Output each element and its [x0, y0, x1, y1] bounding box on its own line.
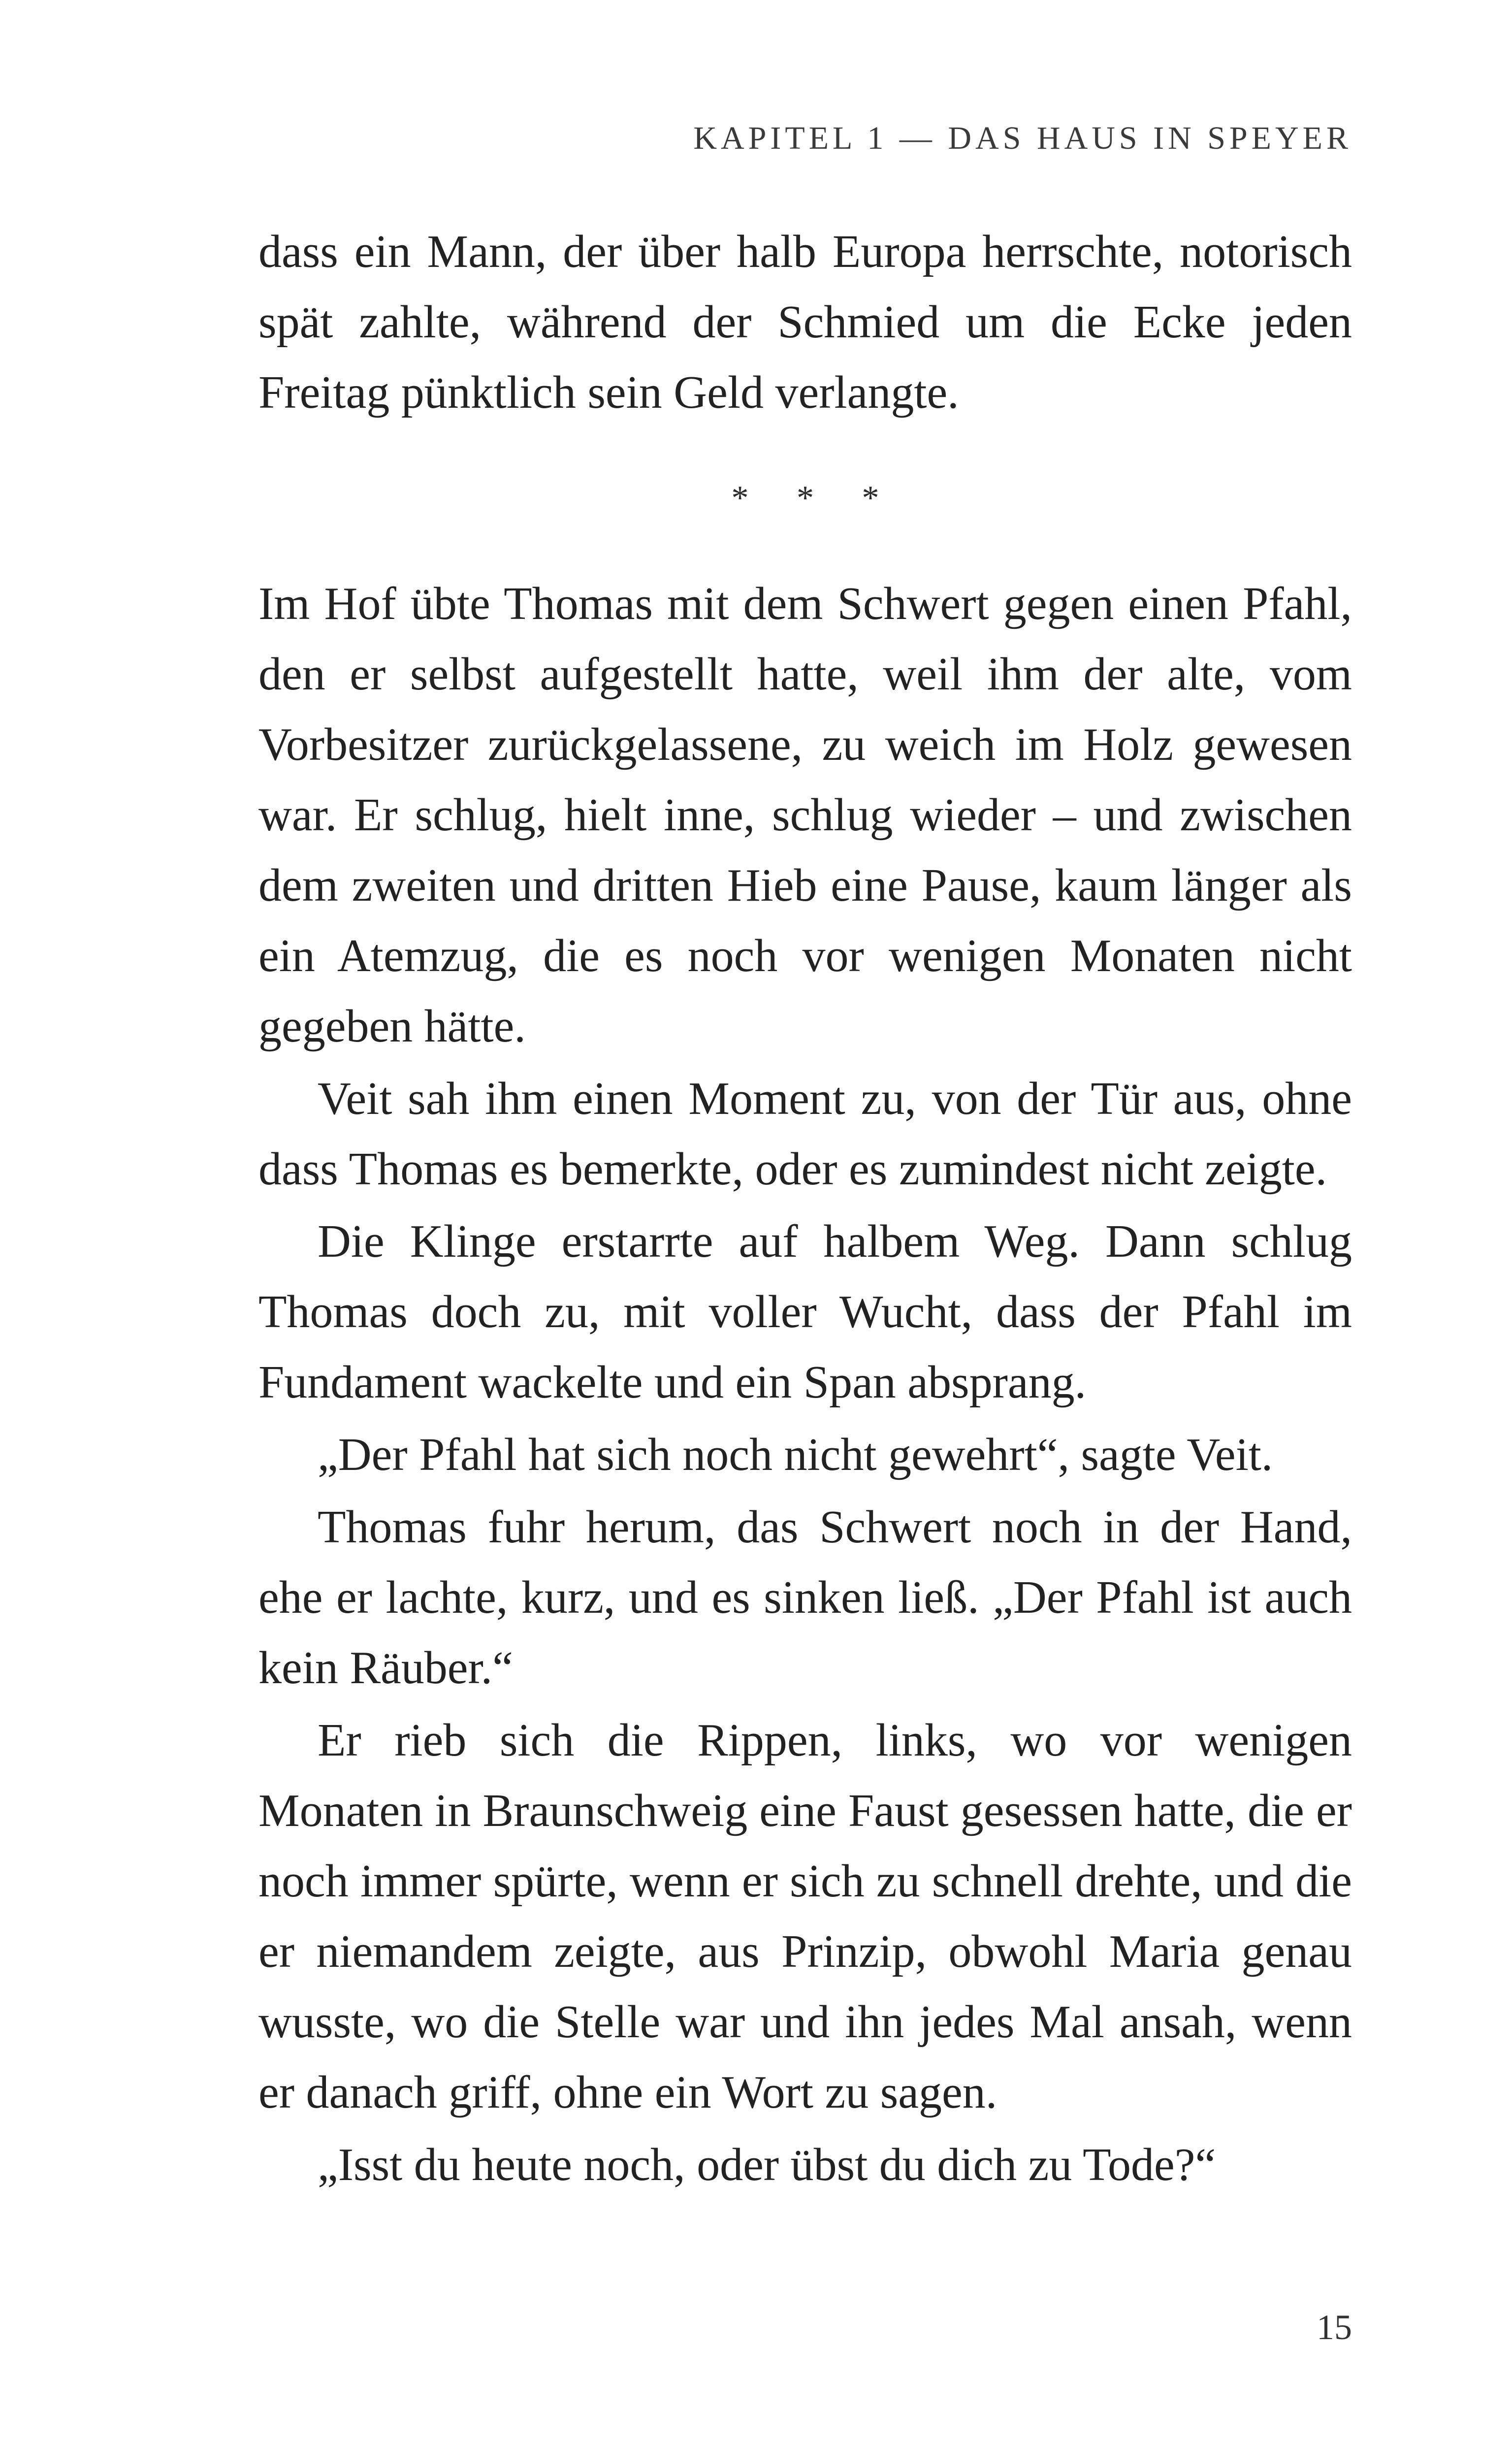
paragraph-dialogue: „Der Pfahl hat sich noch nicht gewehrt“, sagte Veit. — [318, 1429, 1273, 1480]
running-header: KAPITEL 1 — DAS HAUS IN SPEYER — [693, 120, 1352, 156]
paragraph-continuation: dass ein Mann, der über halb Europa herrschte, notorisch spät zahlte, während der Schmied um die Ecke jeden Freitag pünktlich sein Geld verlangte. — [258, 226, 1352, 418]
paragraph-dialogue: „Isst du heute noch, oder übst du dich zu Tode?“ — [318, 2139, 1216, 2190]
paragraph: Die Klinge erstarrte auf halbem Weg. Dann schlug Thomas doch zu, mit voller Wucht, dass der Pfahl im Fundament wackelte und ein Span absprang. — [258, 1216, 1352, 1408]
body-text — [258, 217, 1352, 2200]
paragraph-scene-opening: Im Hof übte Thomas mit dem Schwert gegen einen Pfahl, den er selbst aufgestellt hatte, weil ihm der alte, vom Vorbesitzer zurückgelassene, zu weich im Holz gewesen war. Er schlug, hielt inne, schlug wieder – und zwischen dem zweiten und dritten Hieb eine Pause, kaum länger als ein Atemzug, die es noch vor wenigen Monaten nicht gegeben hätte. — [258, 578, 1352, 1052]
page-number: 15 — [1317, 2308, 1352, 2347]
scene-break-asterisks: * * * — [731, 479, 899, 517]
paragraph: Er rieb sich die Rippen, links, wo vor wenigen Monaten in Braunschweig eine Faust gesessen hatte, die er noch immer spürte, wenn er sich zu schnell drehte, und die er niemandem zeigte, aus Prinzip, obwohl Maria genau wusste, wo die Stelle war und ihn jedes Mal ansah, wenn er danach griff, ohne ein Wort zu sagen. — [258, 1715, 1352, 2118]
paragraph: Thomas fuhr herum, das Schwert noch in der Hand, ehe er lachte, kurz, und es sinken ließ. „Der Pfahl ist auch kein Räuber.“ — [258, 1501, 1352, 1694]
paragraph: Veit sah ihm einen Moment zu, von der Tür aus, ohne dass Thomas es bemerkte, oder es zumindest nicht zeigte. — [258, 1073, 1352, 1195]
